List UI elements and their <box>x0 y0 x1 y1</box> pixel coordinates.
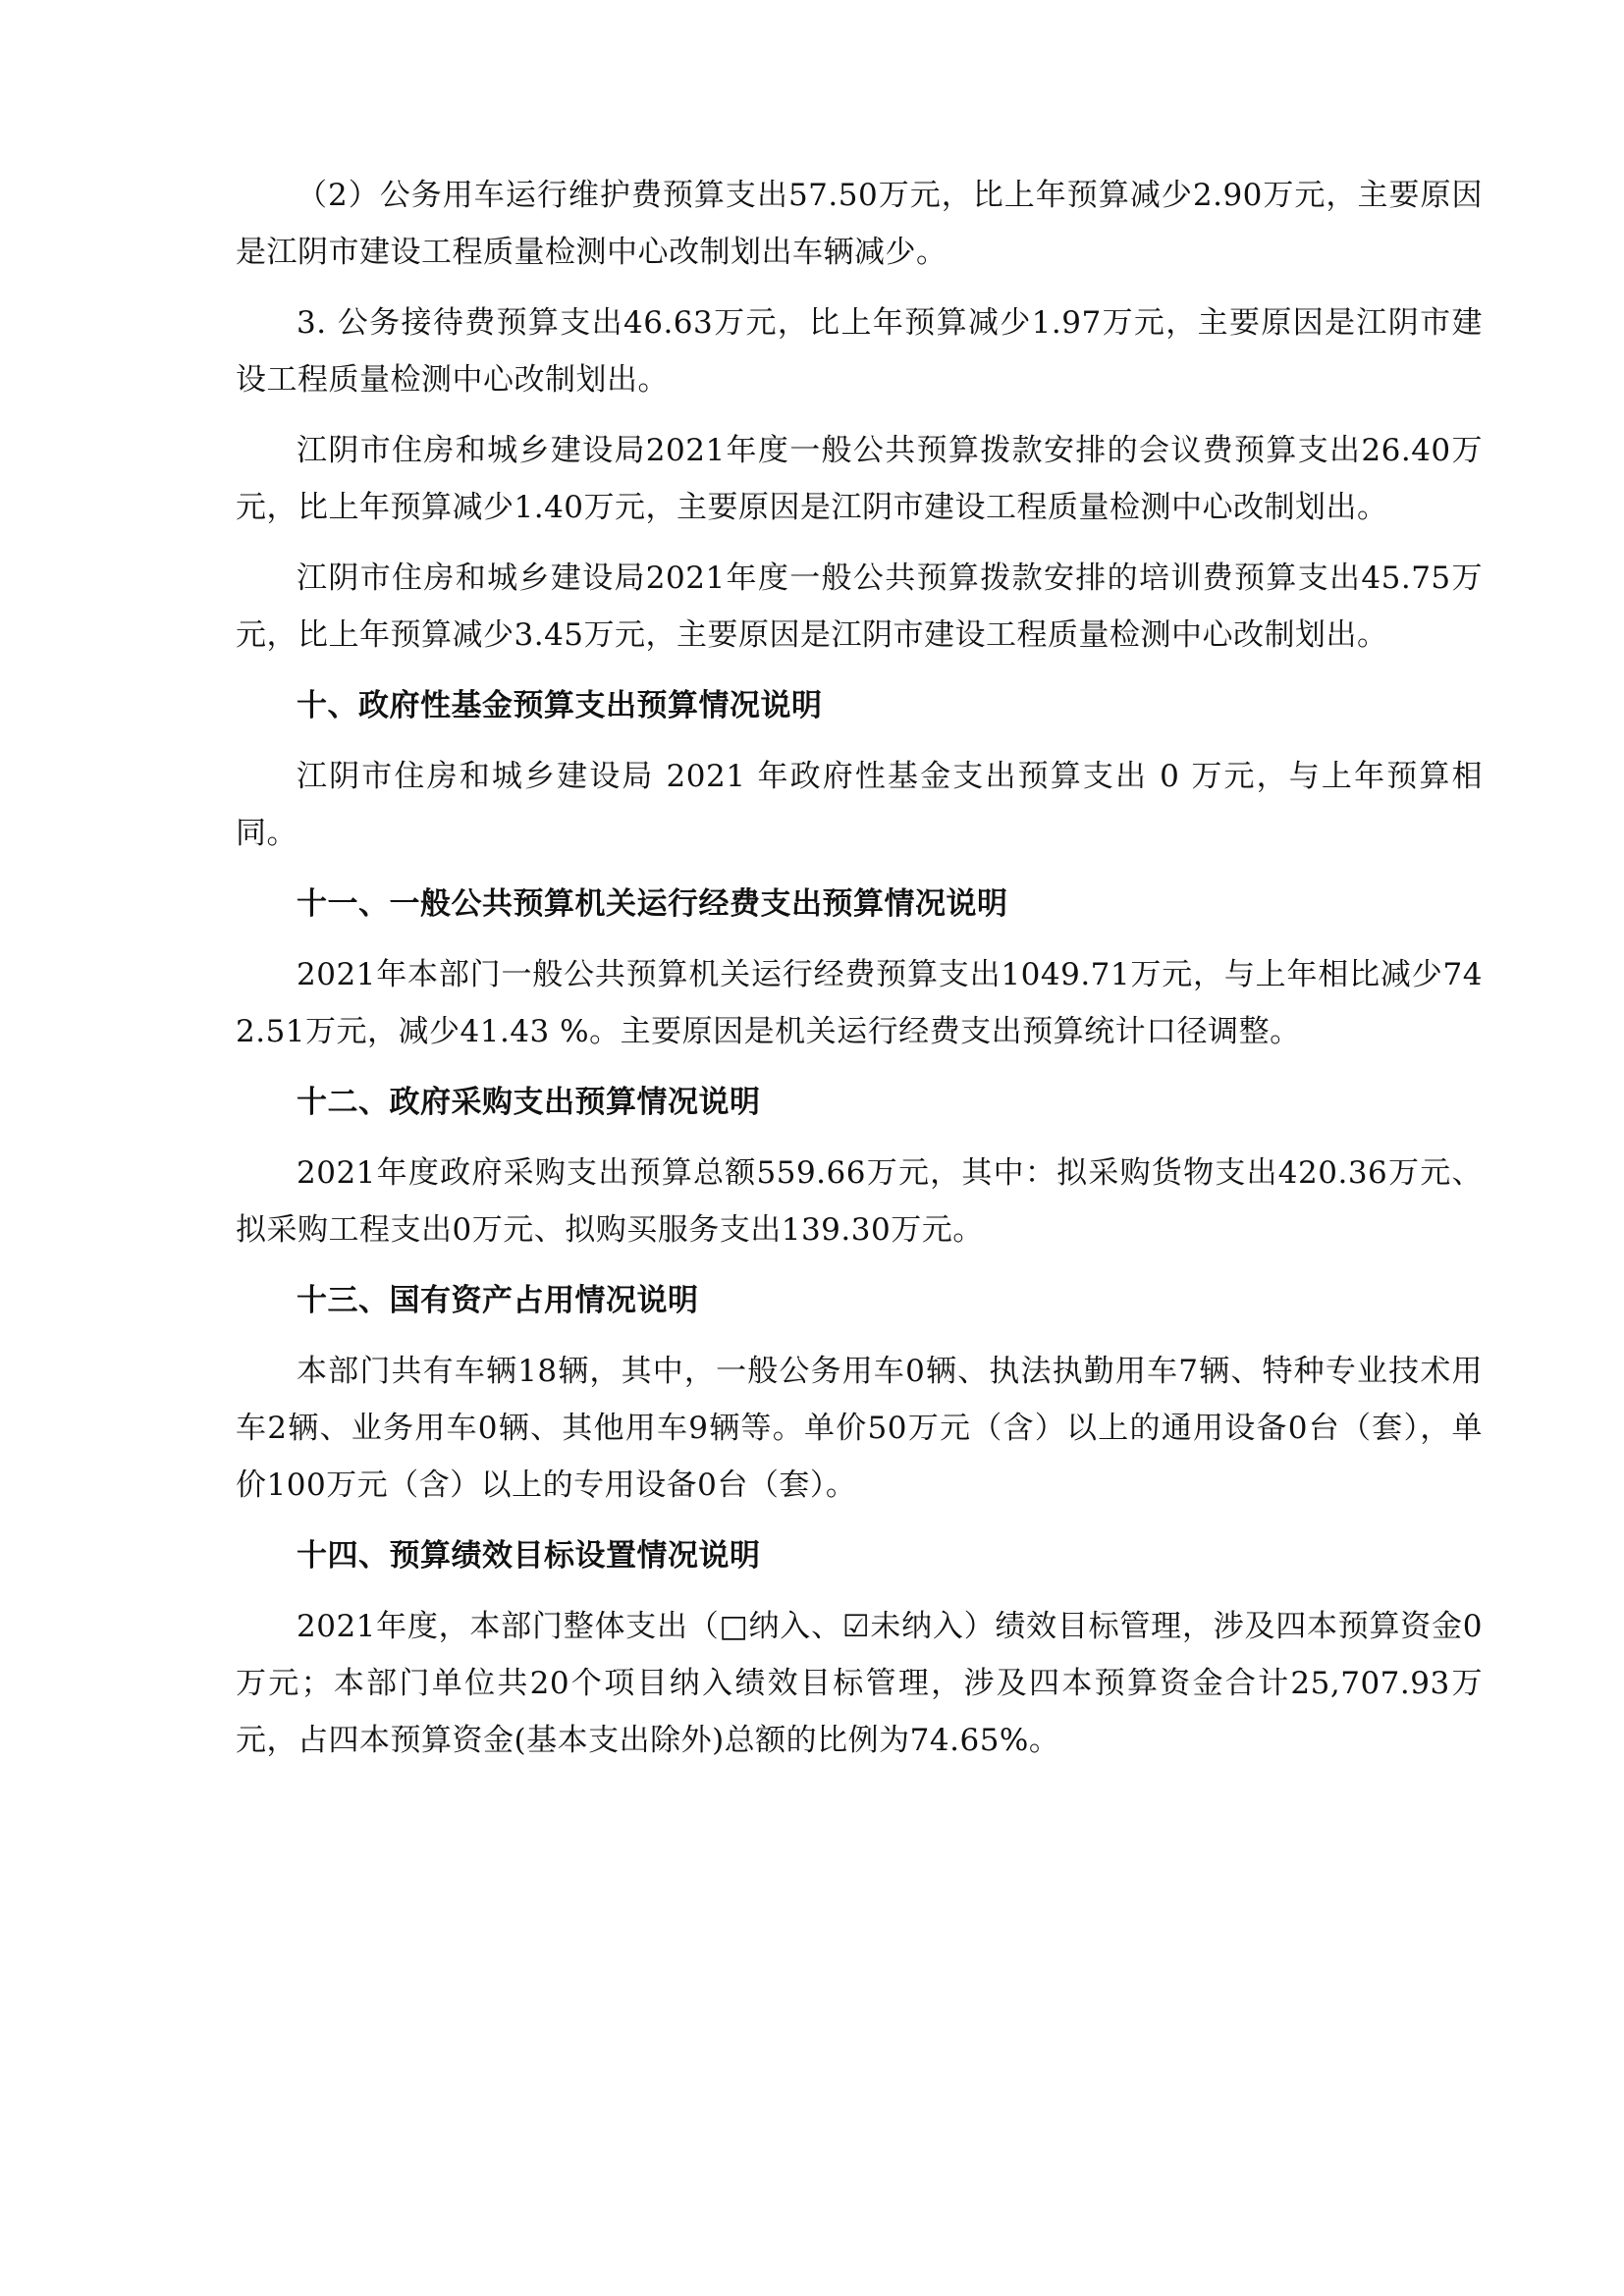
section-heading-12: 十二、政府采购支出预算情况说明 <box>297 1085 761 1120</box>
paragraph-training-expense: 江阴市住房和城乡建设局2021年度一般公共预算拨款安排的培训费预算支出45.75万元，比上年预算减少3.45万元，主要原因是江阴市建设工程质量检测中心改制划出。 <box>236 561 1483 653</box>
section-heading-10: 十、政府性基金预算支出预算情况说明 <box>297 688 823 723</box>
paragraph-operating-expense: 2021年本部门一般公共预算机关运行经费预算支出1049.71万元，与上年相比减少742.51万元，减少41.43 %。主要原因是机关运行经费支出预算统计口径调整。 <box>236 957 1483 1049</box>
section-heading-13: 十三、国有资产占用情况说明 <box>297 1283 699 1318</box>
paragraph-meeting-expense: 江阴市住房和城乡建设局2021年度一般公共预算拨款安排的会议费预算支出26.40万元，比上年预算减少1.40万元，主要原因是江阴市建设工程质量检测中心改制划出。 <box>236 433 1483 525</box>
paragraph-government-fund: 江阴市住房和城乡建设局 2021 年政府性基金支出预算支出 0 万元，与上年预算相同。 <box>236 759 1483 851</box>
paragraph-state-assets: 本部门共有车辆18辆，其中，一般公务用车0辆、执法执勤用车7辆、特种专业技术用车2辆、业务用车0辆、其他用车9辆等。单价50万元（含）以上的通用设备0台（套），单价100万元（含）以上的专用设备0台（套）。 <box>236 1354 1483 1503</box>
section-heading-11: 十一、一般公共预算机关运行经费支出预算情况说明 <box>297 886 1008 922</box>
section-heading-14: 十四、预算绩效目标设置情况说明 <box>297 1538 761 1574</box>
paragraph-performance-targets: 2021年度，本部门整体支出（□纳入、☑未纳入）绩效目标管理，涉及四本预算资金0万元；本部门单位共20个项目纳入绩效目标管理，涉及四本预算资金合计25,707.93万元，占四本预算资金(基本支出除外)总额的比例为74.65%。 <box>236 1609 1483 1758</box>
paragraph-vehicle-maintenance: （2）公务用车运行维护费预算支出57.50万元，比上年预算减少2.90万元，主要原因是江阴市建设工程质量检测中心改制划出车辆减少。 <box>236 178 1483 270</box>
document-body <box>236 167 1483 1769</box>
paragraph-procurement: 2021年度政府采购支出预算总额559.66万元，其中：拟采购货物支出420.36万元、拟采购工程支出0万元、拟购买服务支出139.30万元。 <box>236 1155 1483 1248</box>
paragraph-reception-expense: 3. 公务接待费预算支出46.63万元，比上年预算减少1.97万元，主要原因是江阴市建设工程质量检测中心改制划出。 <box>236 305 1483 398</box>
